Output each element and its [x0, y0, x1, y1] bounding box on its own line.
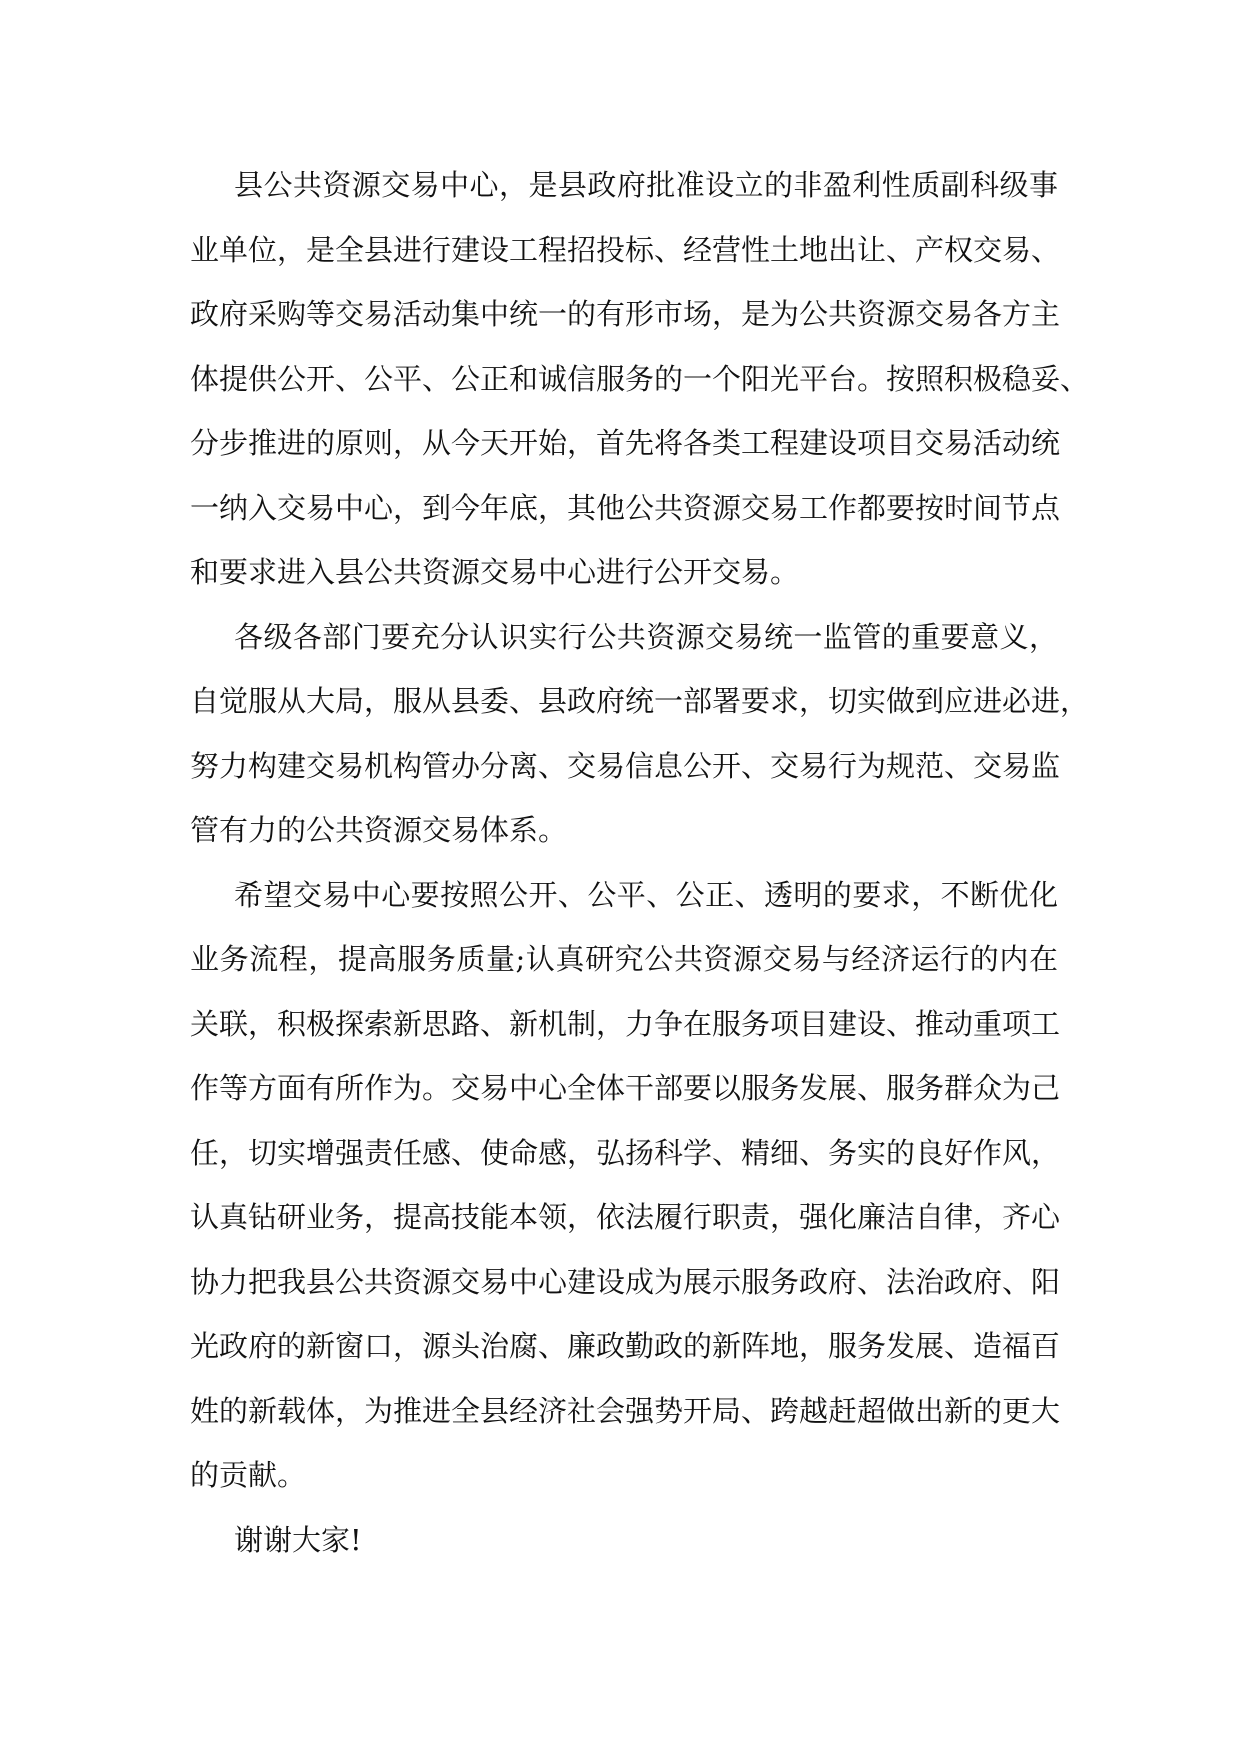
text-line: 各级各部门要充分认识实行公共资源交易统一监管的重要意义， [234, 619, 1058, 654]
text-line: 光政府的新窗口，源头治腐、廉政勤政的新阵地，服务发展、造福百 [190, 1329, 1061, 1363]
paragraph-2 [190, 605, 1090, 863]
text-line: 任，切实增强责任感、使命感，弘扬科学、精细、务实的良好作风， [190, 1135, 1061, 1170]
paragraph-3 [190, 863, 1061, 1508]
text-line: 体提供公开、公平、公正和诚信服务的一个阳光平台。按照积极稳妥、 [190, 361, 1090, 396]
text-line: 协力把我县公共资源交易中心建设成为展示服务政府、法治政府、阳 [190, 1264, 1061, 1299]
text-line: 一纳入交易中心，到今年底，其他公共资源交易工作都要按时间节点 [190, 490, 1061, 525]
text-line: 姓的新载体，为推进全县经济社会强势开局、跨越赶超做出新的更大 [190, 1393, 1061, 1428]
text-line: 认真钻研业务，提高技能本领，依法履行职责，强化廉洁自律，齐心 [190, 1200, 1061, 1234]
paragraph-4 [190, 1508, 1058, 1573]
text-line: 关联，积极探索新思路、新机制，力争在服务项目建设、推动重项工 [190, 1006, 1061, 1041]
text-line: 作等方面有所作为。交易中心全体干部要以服务发展、服务群众为己 [190, 1071, 1061, 1105]
text-line: 管有力的公共资源交易体系。 [190, 813, 568, 847]
text-line: 和要求进入县公共资源交易中心进行公开交易。 [190, 555, 800, 589]
text-line: 自觉服从大局，服从县委、县政府统一部署要求，切实做到应进必进， [190, 684, 1090, 718]
text-line: 业单位，是全县进行建设工程招投标、经营性土地出让、产权交易、 [190, 232, 1061, 267]
document-body [190, 153, 1090, 1572]
text-line: 希望交易中心要按照公开、公平、公正、透明的要求，不断优化 [234, 877, 1058, 912]
text-line: 分步推进的原则，从今天开始，首先将各类工程建设项目交易活动统 [190, 426, 1061, 460]
paragraph-1 [190, 153, 1090, 605]
text-line: 县公共资源交易中心，是县政府批准设立的非盈利性质副科级事 [234, 168, 1058, 202]
text-line: 业务流程，提高服务质量;认真研究公共资源交易与经济运行的内在 [190, 942, 1058, 976]
text-line: 努力构建交易机构管办分离、交易信息公开、交易行为规范、交易监 [190, 748, 1061, 783]
text-line: 谢谢大家! [234, 1522, 362, 1557]
text-line: 的贡献。 [190, 1458, 307, 1492]
text-line: 政府采购等交易活动集中统一的有形市场，是为公共资源交易各方主 [190, 297, 1061, 331]
